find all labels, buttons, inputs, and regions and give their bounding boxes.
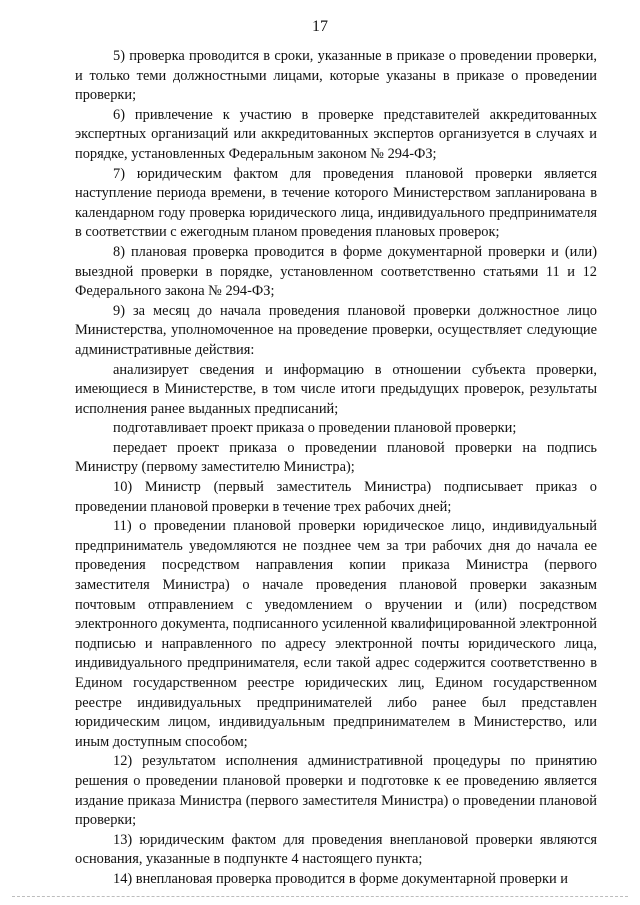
paragraph-item-11: 11) о проведении плановой проверки юридическое лицо, индивидуальный предприниматель уведомляются не позднее чем за три рабочих дня до начала ее проведения посредством направления копии приказа Министра (первого заместителя Министра) о начале проведения плановой проверки заказным почтовым отправлением с уведомлением о вручении и (или) посредством электронного документа, подписанного усиленной квалифицированной электронной подписью и направленного по адресу электронной почты юридического лица, индивидуального предпринимателя, если такой адрес содержится соответственно в Едином государственном реестре юридических лиц, Едином государственном реестре индивидуальных предпринимателей либо ранее был представлен юридическим лицом, индивидуальным предпринимателем в Министерство, или иным доступным способом; [75, 518, 597, 750]
paragraph-item-8: 8) плановая проверка проводится в форме документарной проверки и (или) выездной проверки в порядке, установленном соответственно статьями 11 и 12 Федерального закона № 294-ФЗ; [75, 243, 597, 300]
paragraph-item-7: 7) юридическим фактом для проведения плановой проверки является наступление периода времени, в течение которого Министерством запланирована в календарном году проверка юридического лица, индивидуального предпринимателя в соответствии с ежегодным планом проведения плановых проверок; [75, 165, 597, 241]
scan-bottom-edge [12, 896, 628, 897]
paragraph-item-13: 13) юридическим фактом для проведения внеплановой проверки являются основания, указанные в подпункте 4 настоящего пункта; [75, 831, 597, 868]
paragraph-action-analyze: анализирует сведения и информацию в отношении субъекта проверки, имеющиеся в Министерстве, в том числе итоги предыдущих проверок, результаты исполнения ранее выданных предписаний; [75, 361, 597, 417]
paragraph-item-5: 5) проверка проводится в сроки, указанные в приказе о проведении проверки, и только теми должностными лицами, которые указаны в приказе о проведении проверки; [75, 48, 597, 104]
paragraph-item-10: 10) Министр (первый заместитель Министра) подписывает приказ о проведении плановой проверки в течение трех рабочих дней; [75, 479, 597, 515]
paragraph-item-6: 6) привлечение к участию в проверке представителей аккредитованных экспертных организаций или аккредитованных экспертов организуется в случаях и порядке, установленных Федеральным законом № 294-ФЗ; [75, 106, 597, 162]
paragraph-item-12: 12) результатом исполнения административной процедуры по принятию решения о проведении плановой проверки и подготовке к ее проведению является издание приказа Министра (первого заместителя Министра) о проведении плановой проверки; [75, 753, 597, 829]
page-body [75, 47, 597, 890]
page-number: 17 [312, 18, 328, 35]
paragraph-item-14: 14) внеплановая проверка проводится в форме документарной проверки и [113, 870, 568, 887]
paragraph-action-transfer: передает проект приказа о проведении плановой проверки на подпись Министру (первому заместителю Министра); [75, 439, 597, 476]
paragraph-item-9: 9) за месяц до начала проведения плановой проверки должностное лицо Министерства, уполномоченное на проведение проверки, осуществляет следующие административные действия: [75, 302, 597, 358]
paragraph-action-prepare: подготавливает проект приказа о проведении плановой проверки; [113, 420, 517, 437]
